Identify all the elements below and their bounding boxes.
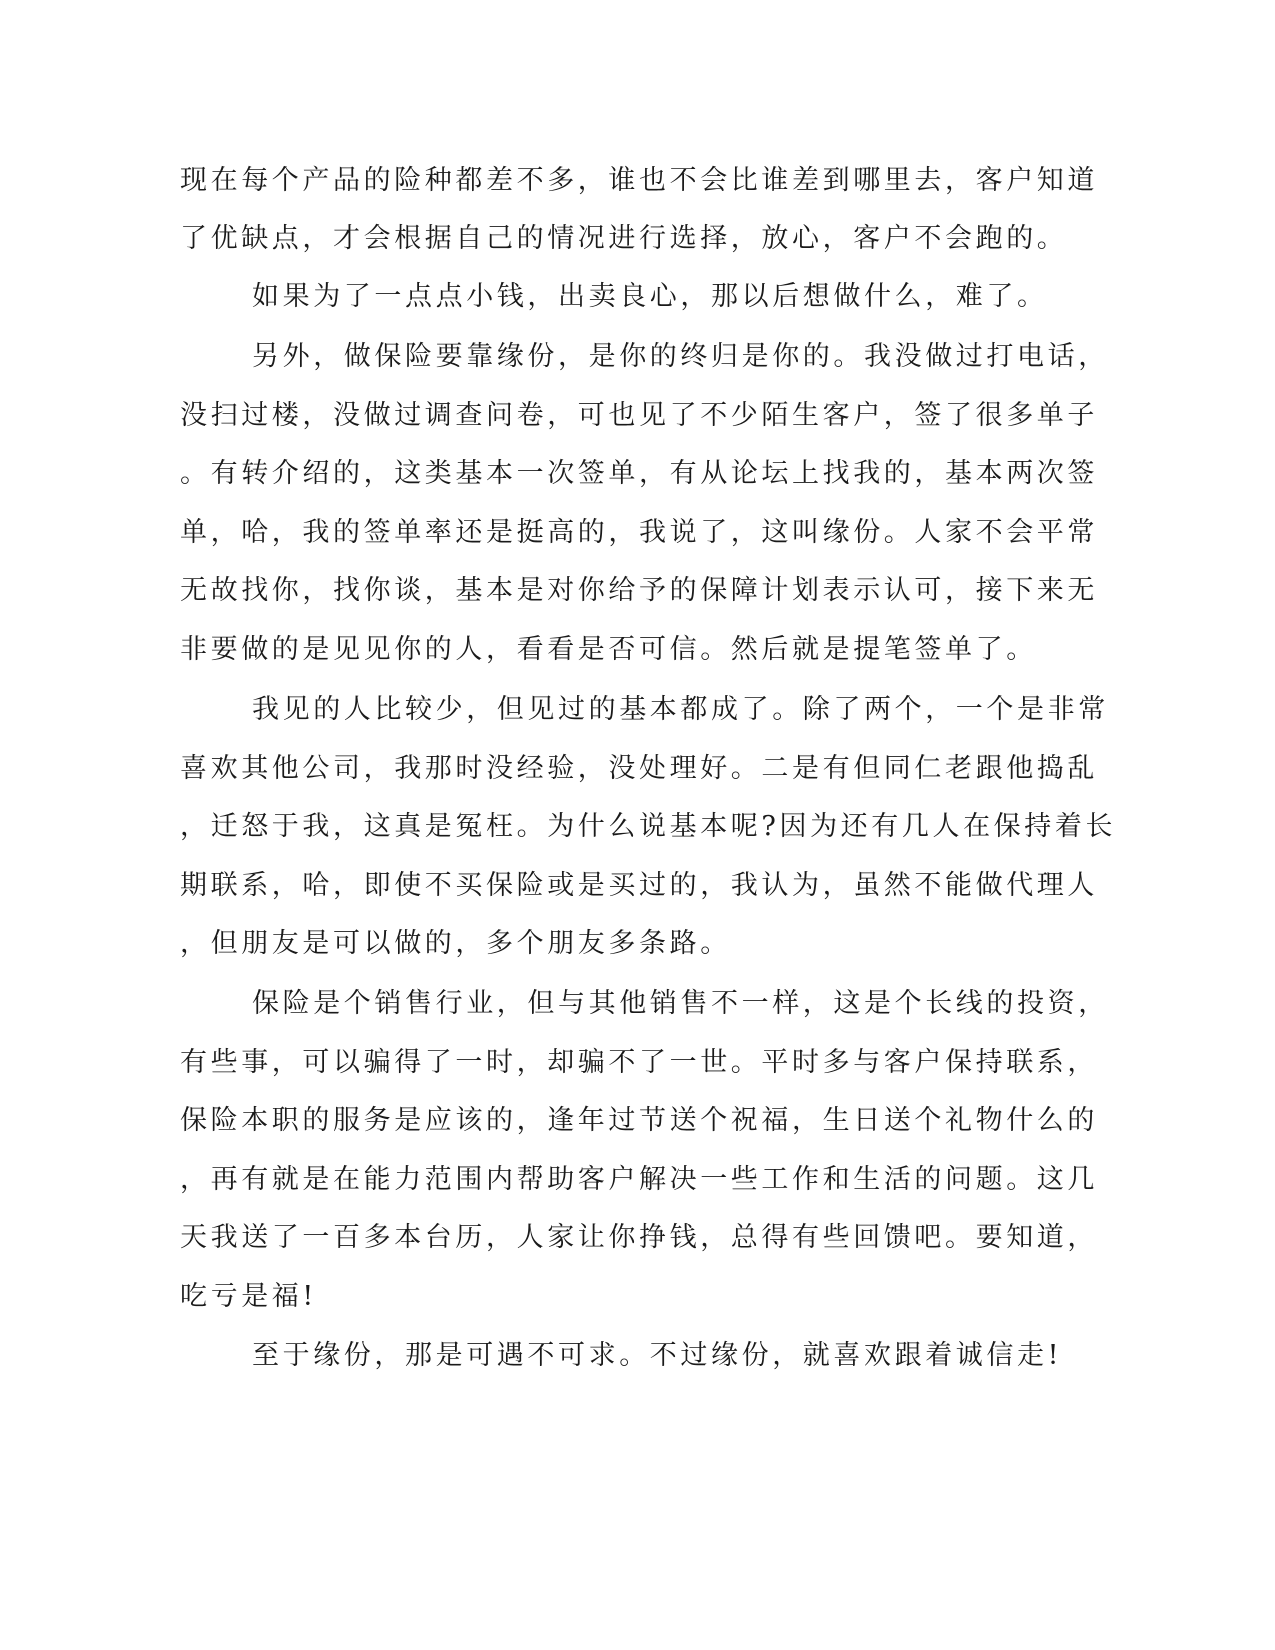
text-line: ，迁怒于我，这真是冤枉。为什么说基本呢?因为还有几人在保持着长 <box>180 811 1117 842</box>
text-line: 期联系，哈，即使不买保险或是买过的，我认为，虽然不能做代理人 <box>180 870 1098 901</box>
text-line: 吃亏是福! <box>180 1281 317 1312</box>
text-line: ，但朋友是可以做的，多个朋友多条路。 <box>180 928 731 959</box>
text-line: 没扫过楼，没做过调查问卷，可也见了不少陌生客户，签了很多单子 <box>180 400 1098 431</box>
text-line: 如果为了一点点小钱，出卖良心，那以后想做什么，难了。 <box>252 281 1048 312</box>
text-line: 非要做的是见见你的人，看看是否可信。然后就是提笔签单了。 <box>180 634 1037 665</box>
text-line: 至于缘份，那是可遇不可求。不过缘份，就喜欢跟着诚信走! <box>252 1340 1063 1371</box>
text-line: 。有转介绍的，这类基本一次签单，有从论坛上找我的，基本两次签 <box>180 458 1098 489</box>
text-line: 保险是个销售行业，但与其他销售不一样，这是个长线的投资， <box>252 988 1109 1019</box>
text-line: 现在每个产品的险种都差不多，谁也不会比谁差到哪里去，客户知道 <box>180 165 1098 196</box>
text-line: 单，哈，我的签单率还是挺高的，我说了，这叫缘份。人家不会平常 <box>180 517 1098 548</box>
text-line: 天我送了一百多本台历，人家让你挣钱，总得有些回馈吧。要知道， <box>180 1222 1098 1253</box>
text-line: ，再有就是在能力范围内帮助客户解决一些工作和生活的问题。这几 <box>180 1164 1098 1195</box>
text-line: 有些事，可以骗得了一时，却骗不了一世。平时多与客户保持联系， <box>180 1047 1098 1078</box>
text-line: 了优缺点，才会根据自己的情况进行选择，放心，客户不会跑的。 <box>180 223 1068 254</box>
text-line: 无故找你，找你谈，基本是对你给予的保障计划表示认可，接下来无 <box>180 575 1098 606</box>
text-line: 喜欢其他公司，我那时没经验，没处理好。二是有但同仁老跟他捣乱 <box>180 753 1098 784</box>
text-line: 我见的人比较少，但见过的基本都成了。除了两个，一个是非常 <box>252 694 1109 725</box>
text-line: 保险本职的服务是应该的，逢年过节送个祝福，生日送个礼物什么的 <box>180 1105 1098 1136</box>
text-line: 另外，做保险要靠缘份，是你的终归是你的。我没做过打电话， <box>252 341 1109 372</box>
